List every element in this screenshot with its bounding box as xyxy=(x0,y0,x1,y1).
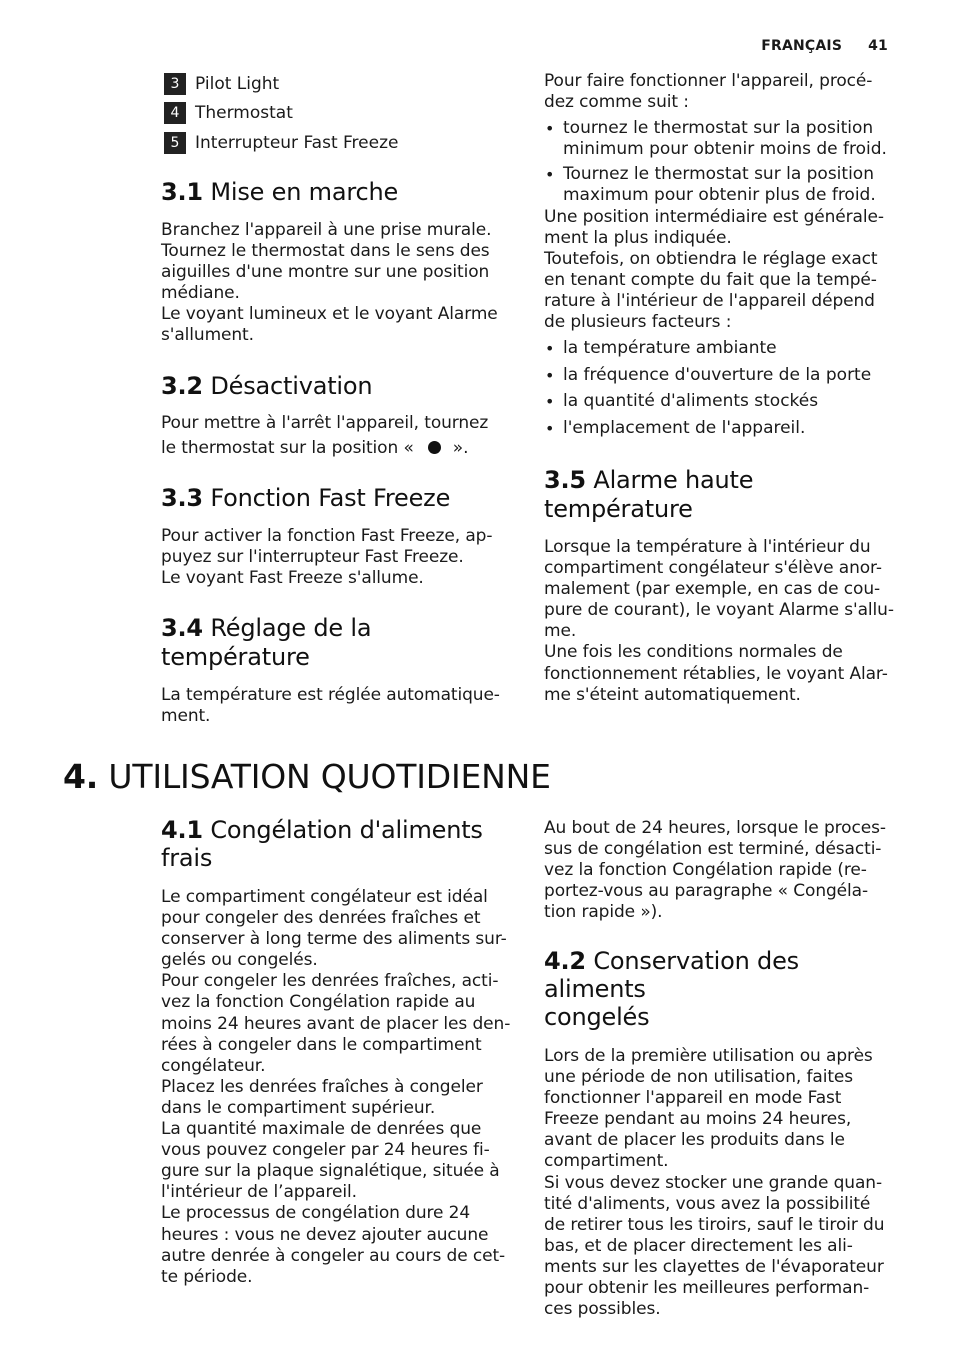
section-number: 3.1 xyxy=(161,178,203,206)
legend-number-badge: 5 xyxy=(164,132,186,154)
chapter-title: UTILISATION QUOTIDIENNE xyxy=(108,757,551,796)
section-3-3 xyxy=(161,484,513,589)
list-item: • la quantité d'aliments stockés xyxy=(544,391,896,412)
legend-label: Interrupteur Fast Freeze xyxy=(195,132,399,153)
section-heading xyxy=(161,372,513,401)
page-header xyxy=(761,38,888,54)
section-number: 3.4 xyxy=(161,614,203,642)
section-title: Conservation des aliments congelés xyxy=(544,947,799,1031)
section-title: Mise en marche xyxy=(210,178,399,206)
section-3-2 xyxy=(161,372,513,459)
list-item: • la fréquence d'ouverture de la porte xyxy=(544,365,896,386)
section-title: Réglage de la température xyxy=(161,614,372,671)
section-title: Congélation d'aliments frais xyxy=(161,816,483,872)
thermostat-instructions xyxy=(544,71,896,439)
section-body: Pour activer la fonction Fast Freeze, ap- puyez sur l'interrupteur Fast Freeze. Le voyant Fast Freeze s'allume. xyxy=(161,526,493,589)
factor-list xyxy=(544,338,896,439)
section-heading xyxy=(161,816,513,872)
legend-item xyxy=(161,69,513,99)
section-number: 3.2 xyxy=(161,372,203,400)
page-number: 41 xyxy=(868,38,888,54)
list-item: • Tournez le thermostat sur la position maximum pour obtenir plus de froid. xyxy=(544,164,896,206)
legend-list xyxy=(161,69,513,158)
section-title: Alarme haute température xyxy=(544,466,754,523)
intro-text: Pour faire fonctionner l'appareil, procé- dez comme suit : xyxy=(544,71,873,113)
off-position-symbol-icon xyxy=(428,441,441,454)
bullet-list xyxy=(544,118,896,206)
legend-item xyxy=(161,99,513,129)
list-item: • l'emplacement de l'appareil. xyxy=(544,418,896,439)
legend-number-badge: 4 xyxy=(164,102,186,124)
legend-label: Thermostat xyxy=(195,103,293,124)
section-title: Désactivation xyxy=(210,372,373,400)
legend-number-badge: 3 xyxy=(164,73,186,95)
section-3-4 xyxy=(161,614,521,727)
chapter-number: 4. xyxy=(63,757,99,796)
section-body: Lors de la première utilisation ou après une période de non utilisation, faites fonctionner l'appareil en mode Fast Freeze pendant au moins 24 heures, avant de placer les produits dans le compartiment. Si vous devez stocker une grande quan- tité d'aliments, vous avez la possibilité de retirer tous les tiroirs, sauf le tiroir du bas, et de placer directement les ali- ments sur les clayettes de l'évaporateur pour obtenir les meilleures performan- ces possibles. xyxy=(544,1046,885,1320)
list-item: • la température ambiante xyxy=(544,338,896,359)
section-number: 4.1 xyxy=(161,816,203,844)
section-heading xyxy=(161,178,513,207)
body-text: Une position intermédiaire est générale- ment la plus indiquée. Toutefois, on obtiendra le réglage exact en tenant compte du fait que la tempé- rature à l'intérieur de l'appareil dépend de plusieurs facteurs : xyxy=(544,206,884,333)
list-item: • tournez le thermostat sur la position minimum pour obtenir moins de froid. xyxy=(544,118,896,160)
section-number: 3.3 xyxy=(161,484,203,512)
legend-item xyxy=(161,128,513,158)
section-3-5 xyxy=(544,466,896,706)
section-body-line xyxy=(161,438,513,459)
section-number: 3.5 xyxy=(544,466,586,494)
header-language: FRANÇAIS xyxy=(761,38,843,54)
section-heading xyxy=(161,484,513,513)
chapter-heading xyxy=(63,757,551,797)
section-number: 4.2 xyxy=(544,947,586,975)
section-body-line: Pour mettre à l'arrêt l'appareil, tournez xyxy=(161,413,489,433)
section-heading xyxy=(544,947,896,1031)
section-heading xyxy=(161,614,521,672)
section-4-1 xyxy=(161,816,513,1288)
section-title: Fonction Fast Freeze xyxy=(210,484,451,512)
body-text: le thermostat sur la position « xyxy=(161,438,414,459)
freezing-completion-text xyxy=(544,818,896,923)
body-text: Au bout de 24 heures, lorsque le proces- sus de congélation est terminé, désacti- vez la fonction Congélation rapide (re- portez-vous au paragraphe « Congéla- tion rapide »). xyxy=(544,818,886,923)
section-body: Le compartiment congélateur est idéal pour congeler des denrées fraîches et conserver à long terme des aliments sur- gelés ou congelés. Pour congeler les denrées fraîches, acti- vez la fonction Congélation rapide au moins 24 heures avant de placer les den- rées à congeler dans le compartiment congélateur. Placez les denrées fraîches à congeler dans le compartiment supérieur. La quantité maximale de denrées que vous pouvez congeler par 24 heures fi- gure sur la plaque signalétique, située à l'intérieur de l’appareil. Le processus de congélation dure 24 heures : vous ne devez ajouter aucune autre denrée à congeler au cours de cet- te période. xyxy=(161,887,511,1287)
section-3-1 xyxy=(161,178,513,347)
section-heading xyxy=(544,466,896,524)
section-body: Lorsque la température à l'intérieur du compartiment congélateur s'élève anor- malement (par exemple, en cas de cou- pure de courant), le voyant Alarme s'allu- me. Une fois les conditions normales de fonctionnement rétablies, le voyant Alar- me s'éteint automatiquement. xyxy=(544,537,894,705)
section-body: La température est réglée automatique- ment. xyxy=(161,685,500,727)
body-text: ». xyxy=(452,438,469,459)
section-body: Branchez l'appareil à une prise murale. Tournez le thermostat dans le sens des aiguilles d'une montre sur une position médiane. Le voyant lumineux et le voyant Alarme s'allument. xyxy=(161,220,498,346)
legend-label: Pilot Light xyxy=(195,73,280,94)
section-4-2 xyxy=(544,947,896,1320)
